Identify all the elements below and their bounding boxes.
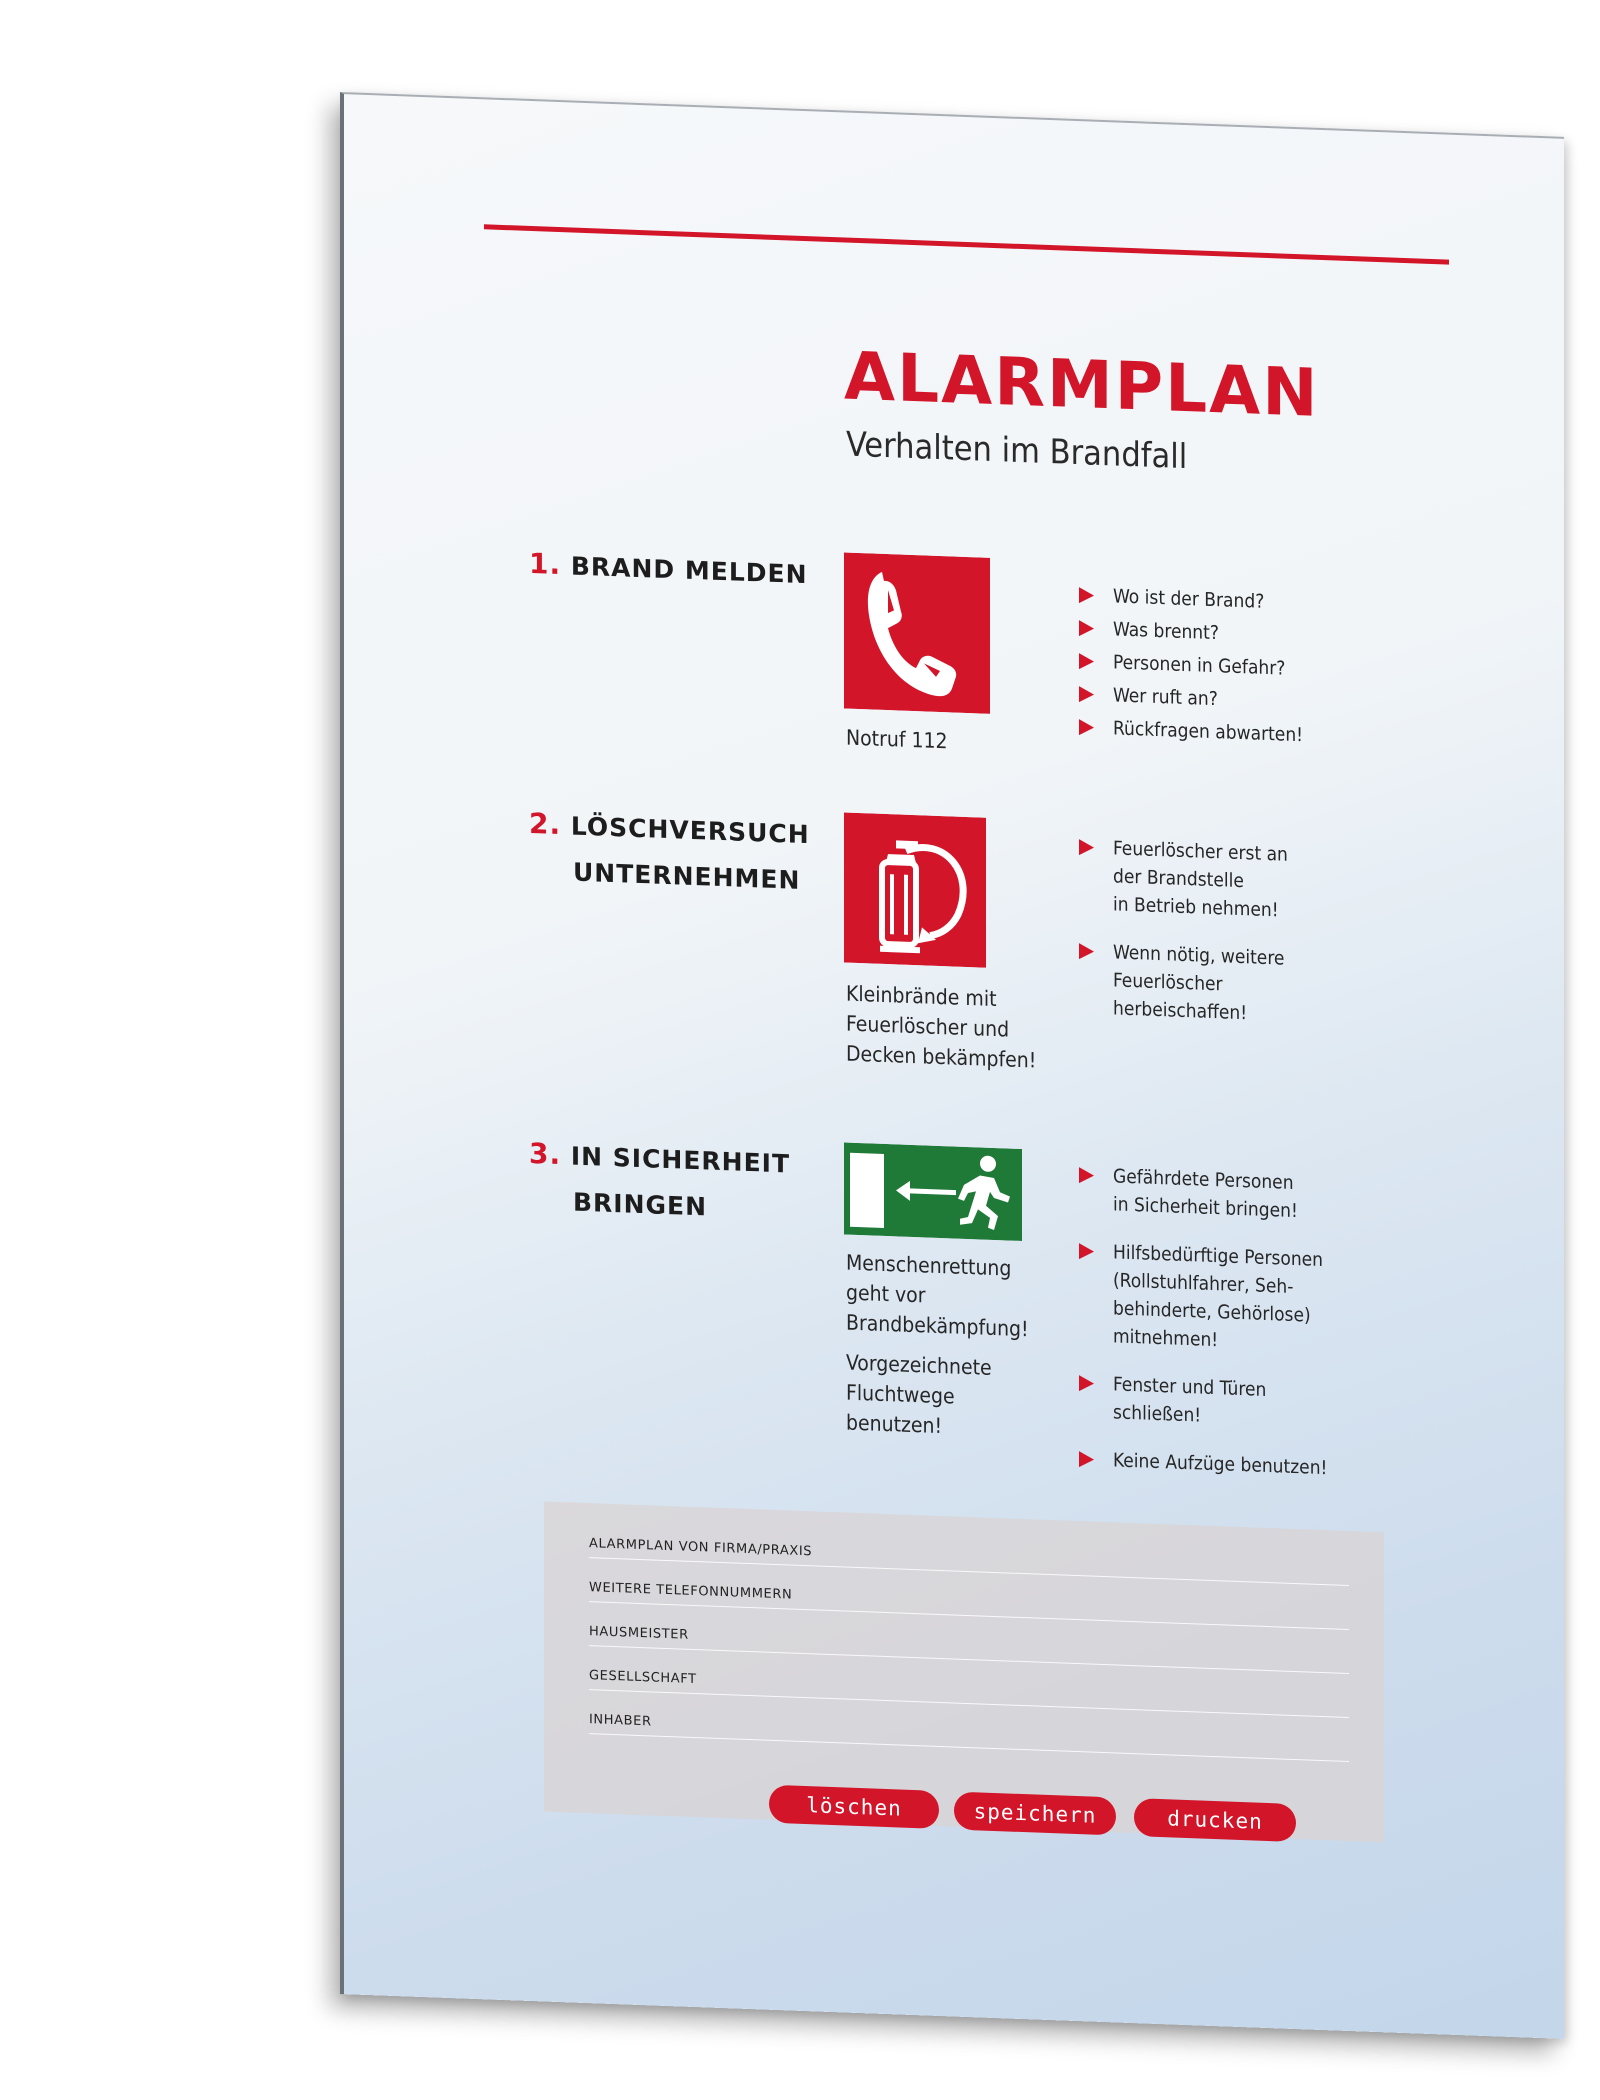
step-number: 3.: [529, 1136, 562, 1172]
step-title: LÖSCHVERSUCH: [570, 811, 810, 850]
checklist: [1079, 833, 1288, 1049]
step-title-line-2: BRINGEN: [573, 1187, 708, 1222]
step-title-line-2: UNTERNEHMEN: [573, 857, 801, 895]
list-item: Gefährdete Personen in Sicherheit bringen!: [1079, 1161, 1327, 1226]
form-field-hausmeister[interactable]: HAUSMEISTER: [589, 1607, 1349, 1674]
list-item: Keine Aufzüge benutzen!: [1079, 1445, 1327, 1482]
header-rule: [484, 224, 1449, 264]
bullet-arrow-icon: [1079, 719, 1094, 736]
step-title: IN SICHERHEIT: [570, 1141, 791, 1179]
bullet-arrow-icon: [1079, 839, 1094, 856]
list-item: Wo ist der Brand?: [1079, 581, 1303, 617]
bullet-arrow-icon: [1079, 1167, 1094, 1184]
step-title: BRAND MELDEN: [570, 551, 808, 590]
list-item: Feuerlöscher erst an der Brandstelle in Betrieb nehmen!: [1079, 833, 1288, 925]
delete-button[interactable]: löschen: [769, 1785, 939, 1829]
bullet-arrow-icon: [1079, 620, 1094, 637]
page-title: ALARMPLAN: [844, 337, 1320, 432]
sign-caption: Menschenrettung geht vor Brandbekämpfung!: [846, 1250, 1029, 1342]
list-item: Rückfragen abwarten!: [1079, 713, 1303, 749]
sign-caption-2: Vorgezeichnete Fluchtwege benutzen!: [846, 1350, 992, 1439]
form-field-gesellschaft[interactable]: GESELLSCHAFT: [589, 1651, 1349, 1718]
form-field-inhaber[interactable]: INHABER: [589, 1695, 1349, 1762]
form-field-telefonnummern[interactable]: WEITERE TELEFONNUMMERN: [589, 1563, 1349, 1630]
checklist: [1079, 1161, 1327, 1502]
step-number: 1.: [529, 546, 562, 582]
bullet-arrow-icon: [1079, 1375, 1094, 1392]
bullet-arrow-icon: [1079, 686, 1094, 703]
page-subtitle: Verhalten im Brandfall: [846, 424, 1188, 478]
bullet-arrow-icon: [1079, 653, 1094, 670]
sign-caption: Kleinbrände mit Feuerlöscher und Decken bekämpfen!: [846, 981, 1037, 1073]
section-in-sicherheit: [344, 1124, 1564, 1480]
step-heading: [529, 541, 808, 598]
list-item: Hilfsbedürftige Personen (Rollstuhlfahrer, Seh- behinderte, Gehörlose) mitnehmen!: [1079, 1237, 1327, 1358]
bullet-arrow-icon: [1079, 1451, 1094, 1468]
bullet-arrow-icon: [1079, 1243, 1094, 1260]
step-number: 2.: [529, 806, 562, 842]
section-loeschversuch: [344, 794, 1564, 1073]
save-button[interactable]: speichern: [954, 1792, 1116, 1836]
emergency-telephone-icon: [844, 552, 990, 713]
fire-extinguisher-icon: [844, 812, 986, 967]
step-heading: [529, 1131, 790, 1234]
checklist: [1079, 581, 1303, 754]
sign-caption: Notruf 112: [846, 725, 948, 754]
step-heading: [529, 801, 810, 904]
list-item: Was brennt?: [1079, 614, 1303, 650]
bullet-arrow-icon: [1079, 587, 1094, 604]
print-button[interactable]: drucken: [1134, 1798, 1296, 1842]
document-page: [340, 92, 1564, 2039]
bullet-arrow-icon: [1079, 943, 1094, 960]
list-item: Fenster und Türen schließen!: [1079, 1369, 1327, 1434]
emergency-exit-icon: [844, 1142, 1022, 1241]
section-brand-melden: [344, 534, 1564, 754]
list-item: Wenn nötig, weitere Feuerlöscher herbeischaffen!: [1079, 937, 1288, 1029]
list-item: Personen in Gefahr?: [1079, 647, 1303, 683]
form-field-firma[interactable]: ALARMPLAN VON FIRMA/PRAXIS: [589, 1519, 1349, 1586]
contact-form-panel: [544, 1501, 1384, 1842]
list-item: Wer ruft an?: [1079, 680, 1303, 716]
